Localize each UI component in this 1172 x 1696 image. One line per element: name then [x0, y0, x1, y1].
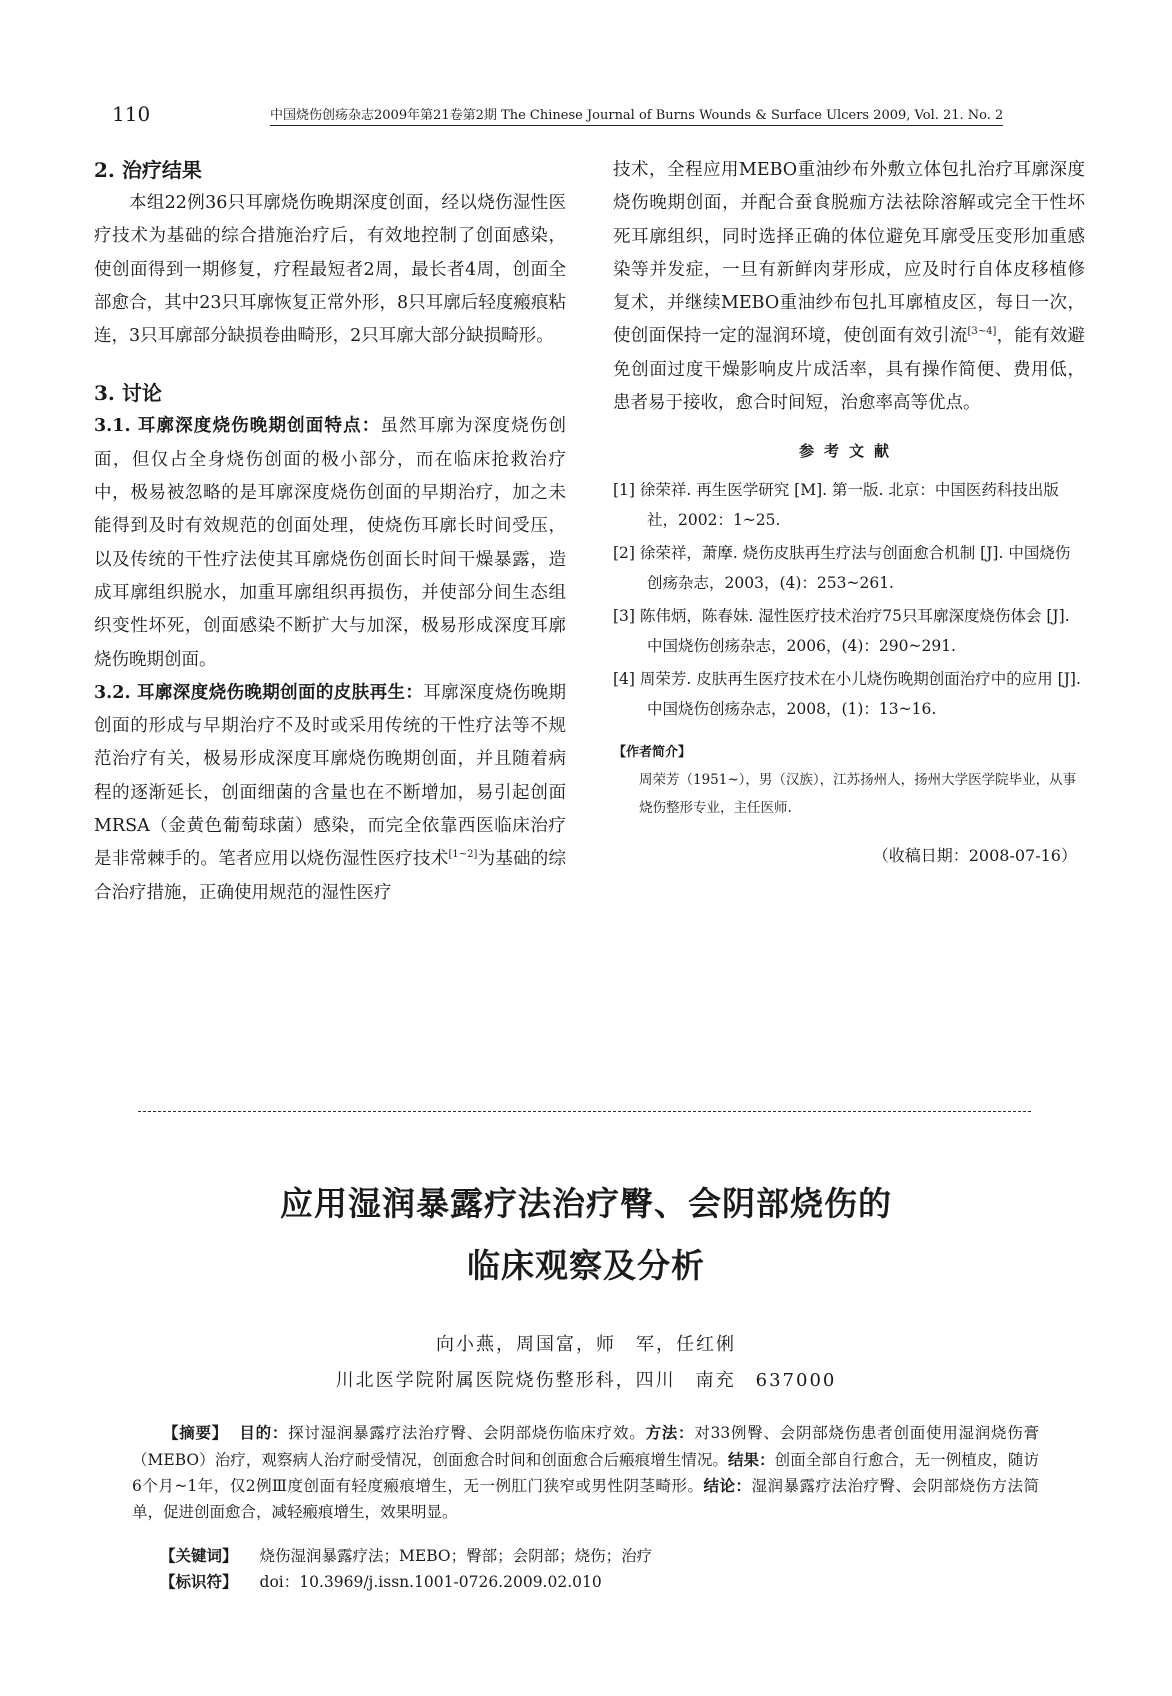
keywords-text: 烧伤湿润暴露疗法；MEBO；臀部；会阴部；烧伤；治疗	[259, 1547, 653, 1565]
article-affiliation: 川北医学院附属医院烧伤整形科，四川 南充 637000	[335, 1370, 837, 1391]
objective-text: 探讨湿润暴露疗法治疗臀、会阴部烧伤临床疗效。	[288, 1424, 646, 1442]
article-authors: 向小燕，周国富，师 军，任红俐	[436, 1334, 736, 1355]
abstract	[132, 1420, 1039, 1525]
citation-3-4: [3~4]	[967, 326, 997, 338]
subsection-3-2-label: 3.2. 耳廓深度烧伤晚期创面的皮肤再生：	[94, 682, 424, 703]
identifier-label: 【标识符】	[160, 1572, 238, 1591]
citation-1-2: [1~2]	[448, 849, 478, 861]
section-2-paragraph: 本组22例36只耳廓烧伤晚期深度创面，经以烧伤湿性医疗技术为基础的综合措施治疗后，有效地控制了创面感染，使创面得到一期修复，疗程最短者2周，最长者4周，创面全部愈合，其中23只耳廓恢复正常外形，8只耳廓后轻度瘢痕粘连，3只耳廓部分缺损卷曲畸形，2只耳廓大部分缺损畸形。	[94, 193, 566, 347]
left-column	[94, 154, 566, 910]
subsection-3-2-tail: 为基础的综合治疗措施，正确使用规范的湿性医疗	[94, 849, 567, 903]
reference-item: [2] 徐荣祥，萧摩. 烧伤皮肤再生疗法与创面愈合机制 [J]. 中国烧伤创疡杂志，2003，(4)：253~261.	[613, 544, 1071, 592]
subsection-3-1-label: 3.1. 耳廓深度烧伤晚期创面特点：	[94, 416, 381, 437]
running-header: 中国烧伤创疡杂志2009年第21卷第2期 The Chinese Journal of Burns Wounds & Surface Ulcers 2009, Vol. 21. No. 2	[270, 104, 1003, 126]
keywords-line	[160, 1543, 652, 1569]
objective-label: 目的：	[239, 1423, 289, 1442]
article-divider	[138, 1111, 1031, 1112]
author-bio-heading: 【作者简介】	[613, 745, 692, 761]
keywords-label: 【关键词】	[160, 1546, 238, 1565]
identifier-text: doi：10.3969/j.issn.1001-0726.2009.02.010	[259, 1573, 602, 1591]
article-title-line-1: 应用湿润暴露疗法治疗臀、会阴部烧伤的	[280, 1184, 892, 1223]
result-text: 创面全部自行愈合，无一例植皮，随访6个月~1年，仅2例Ⅲ度创面有轻度瘢痕增生，无一例肛门狭窄或男性阴茎畸形。	[132, 1450, 1039, 1495]
subsection-3-1-text: 虽然耳廓为深度烧伤创面，但仅占全身烧伤创面的极小部分，而在临床抢救治疗中，极易被忽略的是耳廓深度烧伤创面的早期治疗，加之未能得到及时有效规范的创面处理，使烧伤耳廓长时间受压，以及传统的干性疗法使其耳廓烧伤创面长时间干燥暴露，造成耳廓组织脱水，加重耳廓组织再损伤，并使部分间生态组织变性坏死，创面感染不断扩大与加深，极易形成深度耳廓烧伤晚期创面。	[94, 416, 566, 670]
conclusion-text: 湿润暴露疗法治疗臀、会阴部烧伤方法简单，促进创面愈合，减轻瘢痕增生，效果明显。	[132, 1477, 1039, 1521]
identifier-line	[160, 1569, 602, 1595]
abstract-paragraph	[132, 1420, 1039, 1525]
conclusion-label: 结论：	[703, 1476, 752, 1495]
reference-item: [4] 周荣芳. 皮肤再生医疗技术在小儿烧伤晚期创面治疗中的应用 [J]. 中国烧伤创疡杂志，2008，(1)：13~16.	[613, 670, 1081, 718]
reference-item: [1] 徐荣祥. 再生医学研究 [M]. 第一版. 北京：中国医药科技出版社，2002：1~25.	[613, 481, 1059, 529]
received-date: （收稿日期：2008-07-16）	[872, 846, 1077, 866]
section-3-title: 3. 讨论	[94, 381, 162, 406]
article-title-line-2: 临床观察及分析	[467, 1246, 705, 1285]
page-number: 110	[112, 102, 151, 126]
reference-item: [3] 陈伟炳，陈春妹. 湿性医疗技术治疗75只耳廓深度烧伤体会 [J]. 中国烧伤创疡杂志，2006，(4)：290~291.	[613, 607, 1070, 655]
abstract-label: 【摘要】	[163, 1423, 228, 1442]
right-column	[613, 154, 1085, 870]
section-2-title: 2. 治疗结果	[94, 158, 202, 182]
references-heading: 参考文献	[798, 442, 899, 461]
discussion-continued	[613, 154, 1085, 420]
discussion-text-b: ，能有效避免创面过度干燥影响皮片成活率，具有操作简便、费用低，患者易于接收，愈合时间短，治愈率高等优点。	[613, 326, 1086, 414]
subsection-3-1	[94, 410, 566, 676]
subsection-3-2	[94, 677, 566, 910]
discussion-text-a: 技术，全程应用MEBO重油纱布外敷立体包扎治疗耳廓深度烧伤晚期创面，并配合蚕食脱痂方法祛除溶解或完全干性坏死耳廓组织，同时选择正确的体位避免耳廓受压变形加重感染等并发症，一旦有新鲜肉芽形成，应及时行自体皮移植修复术，并继续MEBO重油纱布包扎耳廓植皮区，每日一次，使创面保持一定的湿润环境，使创面有效引流	[613, 160, 1085, 347]
method-label: 方法：	[645, 1423, 695, 1442]
subsection-3-2-text: 耳廓深度烧伤晚期创面的形成与早期治疗不及时或采用传统的干性疗法等不规范治疗有关，极易形成深度耳廓烧伤晚期创面，并且随着病程的逐渐延长，创面细菌的含量也在不断增加，易引起创面MRSA（金黄色葡萄球菌）感染，而完全依靠西医临床治疗是非常棘手的。笔者应用以烧伤湿性医疗技术	[94, 682, 566, 870]
result-label: 结果：	[727, 1449, 775, 1469]
method-text: 对33例臀、会阴部烧伤患者创面使用湿润烧伤膏（MEBO）治疗，观察病人治疗耐受情况，创面愈合时间和创面愈合后瘢痕增生情况。	[132, 1424, 1039, 1469]
author-bio-text: 周荣芳（1951~），男（汉族），江苏扬州人，扬州大学医学院毕业，从事烧伤整形专业，主任医师.	[639, 772, 1077, 817]
